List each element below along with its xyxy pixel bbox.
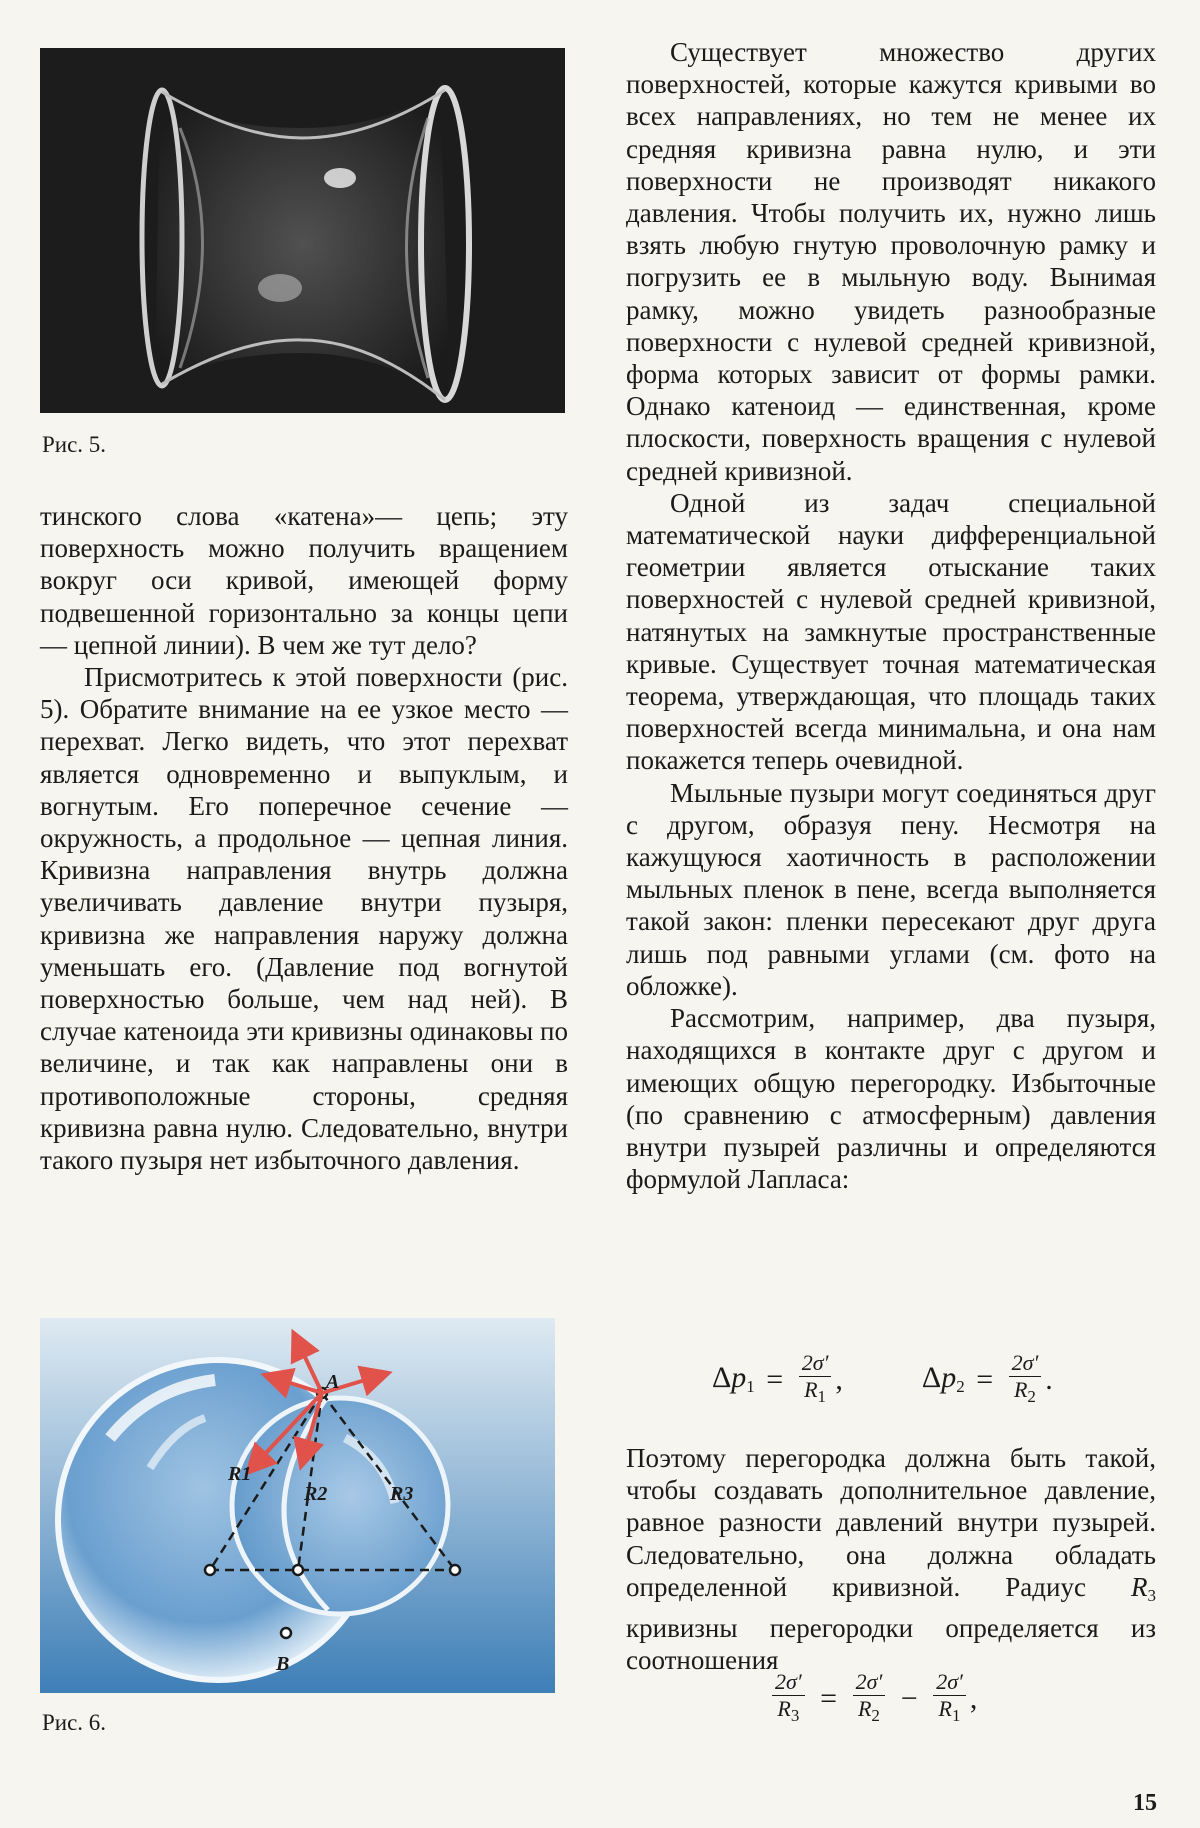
paragraph: Поэтому перегородка должна быть такой, чтобы создавать дополнительное давление, равное разности давлений внутри пузырей. Следовательно, она должна обладать определенной кривизной. Радиус $R_3$ кривизны перегородки определяется из соотношения (626, 1443, 1156, 1676)
label-r2: R2 (304, 1483, 328, 1505)
label-r1: R1 (228, 1463, 252, 1485)
formula-p2: $\Delta p_2$ = $\frac{2\sigma'}{R_2}$ . (921, 1350, 1053, 1406)
r3-formula: $\frac{2\sigma'}{R_3}$ = $\frac{2\sigma'}{R_2}$ − $\frac{2\sigma'}{R_1}$ , (768, 1669, 977, 1729)
right-column-text-bottom (626, 1442, 1156, 1676)
right-column-text (626, 36, 1156, 1195)
paragraph: тинского слова «катена»— цепь; эту поверхность можно получить вращением вокруг оси кривой, имеющей форму подвешенной горизонтально за концы цепи — цепной линии). В чем же тут дело? (40, 501, 568, 660)
figure-6-caption: Рис. 6. (42, 1710, 107, 1735)
formula-p1: $\Delta p_1$ = $\frac{2\sigma'}{R_1}$ , (712, 1350, 843, 1406)
page-number: 15 (1133, 1790, 1157, 1816)
paragraph: Существует множество других поверхностей, которые кажутся кривыми во всех направлениях, но тем не менее их средняя кривизна равна нулю, и эти поверхности не производят никакого давления. Чтобы получить их, нужно лишь взять любую гнутую проволочную рамку и погрузить ее в мыльную воду. Вынимая рамку, можно увидеть разнообразные поверхности с нулевой средней кривизной, форма которых зависит от формы рамки. Однако катеноид — единственная, кроме плоскости, поверхность вращения с нулевой средней кривизной. (626, 37, 1156, 486)
figure-6-diagram (40, 1318, 555, 1693)
paragraph: Присмотритесь к этой поверхности (рис. 5). Обратите внимание на ее узкое место — перехват. Легко видеть, что этот перехват является одновременно и выпуклым, и вогнутым. Его поперечное сечение — окружность, а продольное — цепная линия. Кривизна направления внутрь должна увеличивать давление внутри пузыря, кривизна же направления наружу должна уменьшать его. (Давление под вогнутой поверхностью больше, чем над ней). В случае катеноида эти кривизны одинаковы по величине, и так как направлены они в противоположные стороны, средняя кривизна равна нулю. Следовательно, внутри такого пузыря нет избыточного давления. (40, 662, 568, 1176)
paragraph: Мыльные пузыри могут соединяться друг с другом, образуя пену. Несмотря на кажущуюся хаотичность в расположении мыльных пленок в пене, всегда выполняется такой закон: пленки пересекают друг друга лишь под равными углами (см. фото на обложке). (626, 777, 1156, 1001)
figure-5-photo (40, 48, 565, 413)
laplace-formulas (712, 1350, 1053, 1410)
figure-5-caption: Рис. 5. (42, 432, 107, 457)
left-column-text (40, 500, 568, 1176)
bubbles-image (40, 1318, 555, 1693)
paragraph: Одной из задач специальной математической науки дифференциальной геометрии является отыскание таких поверхностей с нулевой средней кривизной, натянутых на замкнутые пространственные кривые. Существует точная математическая теорема, утверждающая, что площадь таких поверхностей всегда минимальна, и она нам покажется теперь очевидной. (626, 487, 1156, 776)
catenoid-image (40, 48, 565, 413)
label-r3: R3 (390, 1483, 414, 1505)
label-a: A (326, 1371, 340, 1393)
label-b: B (276, 1653, 290, 1675)
paragraph: Рассмотрим, например, два пузыря, находящихся в контакте друг с другом и имеющих общую перегородку. Избыточные (по сравнению с атмосферным) давления внутри пузырей различны и определяются формулой Лапласа: (626, 1003, 1156, 1195)
